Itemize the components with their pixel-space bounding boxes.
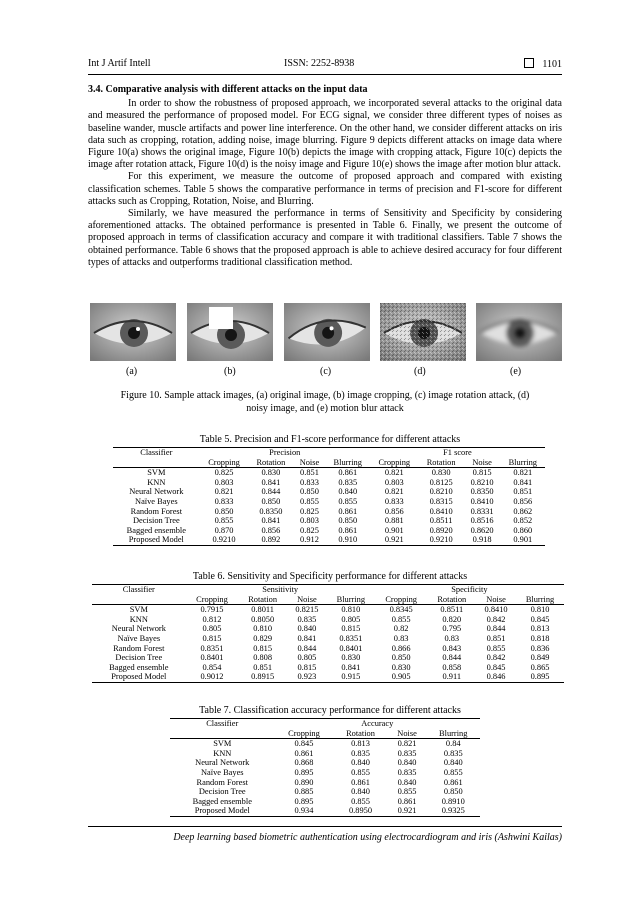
table5-cell: 0.841	[261, 516, 281, 526]
table5-cell: 0.918	[464, 535, 501, 545]
issn: ISSN: 2252-8938	[284, 58, 355, 69]
table6-cell: 0.844	[297, 643, 317, 653]
table5-row	[113, 468, 545, 478]
figure-label-b: (b)	[224, 366, 236, 377]
table5-cell: 0.8410	[470, 496, 494, 506]
table7-subheader: Cropping	[275, 729, 334, 739]
table7-row-label: KNN	[213, 748, 232, 758]
table6-cell: 0.810	[341, 605, 361, 615]
table6-cell: 0.905	[375, 672, 428, 682]
table6-cell: 0.805	[202, 624, 222, 634]
table7-cell: 0.861	[351, 777, 370, 787]
table5-cell: 0.851	[300, 468, 319, 478]
table5-cell: 0.8350	[259, 506, 283, 516]
table6-row	[92, 634, 564, 644]
table6-cell: 0.845	[486, 662, 506, 672]
table5-cell: 0.861	[338, 468, 358, 478]
table7-caption: Table 7. Classification accuracy performance for different attacks	[199, 705, 461, 716]
table5-cell: 0.8315	[429, 496, 453, 506]
table5-cell: 0.8511	[429, 516, 453, 526]
table7-cell: 0.835	[351, 748, 370, 758]
table5-cell: 0.825	[214, 468, 234, 478]
table6-cell: 0.836	[530, 643, 550, 653]
table5-row	[113, 497, 545, 507]
table5-cell: 0.860	[513, 525, 533, 535]
table5-cell: 0.856	[261, 525, 281, 535]
table5-subheader-row	[113, 458, 545, 468]
page-number: 1101	[542, 59, 562, 70]
table7	[170, 718, 480, 817]
table6-cell: 0.911	[427, 672, 476, 682]
table5-cell: 0.833	[214, 496, 234, 506]
table6-row	[92, 605, 564, 615]
table6-cell: 0.808	[253, 653, 273, 663]
figure-caption: Figure 10. Sample attack images, (a) original image, (b) image cropping, (c) image rotation attack, (d) noisy image, and (e) motion blur attack	[120, 390, 530, 414]
table7-cell: 0.840	[351, 787, 370, 797]
table6-classifier-header: Classifier	[92, 585, 186, 595]
table6-cell: 0.810	[253, 624, 273, 634]
running-footer: Deep learning based biometric authentication using electrocardiogram and iris (Ashwini Kailas)	[173, 832, 562, 843]
table6-row-label: Random Forest	[113, 643, 165, 653]
table5-row-label: Neural Network	[129, 487, 184, 497]
table6-subheader: Rotation	[427, 595, 476, 605]
header-rule	[88, 74, 562, 75]
figure-label-a: (a)	[126, 366, 138, 377]
table7-cell: 0.84	[445, 739, 461, 749]
table7-row	[170, 749, 480, 759]
table5-cell: 0.855	[338, 496, 358, 506]
table5-row	[113, 478, 545, 488]
table5-row-label: Proposed Model	[113, 535, 200, 545]
paragraph-1: In order to show the robustness of proposed approach, we incorporated several attacks to the original data and measured the performance of proposed model. For ECG signal, we consider three different types of noises as baseline wander, muscle artifacts and power line interference. On the other hand, we consider different attacks on iris data such as cropping, rotation, adding noise, image blurring. Figure 9 depicts different attacks on image data where Figure 10(a) shows the original image, Figure 10(b) depicts the image with cropping attack, Figure 10(c) depicts the image after rotation attack, Figure 10(d) is the noisy image and Figure 10(e) shows the image after motion blur attack.	[88, 98, 562, 171]
table5	[113, 447, 545, 546]
figure-label-e: (e)	[510, 366, 522, 377]
table5-cell: 0.850	[261, 496, 281, 506]
table5-cell: 0.892	[248, 535, 293, 545]
table6-subheader: Blurring	[516, 595, 564, 605]
table5-row-label: SVM	[147, 468, 166, 478]
table7-cell: 0.861	[443, 777, 463, 787]
table5-cell: 0.833	[384, 496, 404, 506]
table7-classifier-header: Classifier	[170, 719, 275, 729]
table6-cell: 0.820	[442, 614, 462, 624]
table7-cell: 0.821	[397, 739, 417, 749]
table5-cell: 0.821	[384, 468, 404, 478]
table6-cell: 0.830	[391, 662, 411, 672]
table7-cell: 0.861	[397, 796, 417, 806]
table6-cell: 0.923	[287, 672, 327, 682]
table5-subheader: Rotation	[419, 458, 464, 468]
table5-cell: 0.851	[513, 487, 533, 497]
table5-cell: 0.8125	[429, 477, 453, 487]
table7-cell: 0.845	[294, 739, 314, 749]
table7-cell: 0.835	[397, 748, 417, 758]
eye-image-rotated	[284, 303, 370, 361]
table5-subheader: Rotation	[248, 458, 293, 468]
table5-cell: 0.8516	[470, 516, 494, 526]
table7-row	[170, 797, 480, 807]
table6-caption: Table 6. Sensitivity and Specificity performance for different attacks	[192, 571, 468, 582]
table6-row-label: SVM	[129, 605, 148, 615]
table5-row	[113, 526, 545, 536]
table7-cell: 0.855	[443, 767, 463, 777]
table6-cell: 0.8401	[339, 643, 363, 653]
table6-row-label: KNN	[129, 614, 148, 624]
table7-cell: 0.921	[388, 806, 427, 816]
table7-cell: 0.8950	[333, 806, 387, 816]
table5-cell: 0.870	[214, 525, 234, 535]
table5-row-label: KNN	[147, 477, 166, 487]
table6-cell: 0.895	[516, 672, 564, 682]
table5-cell: 0.856	[513, 496, 533, 506]
table6-cell: 0.812	[202, 614, 222, 624]
table6-row	[92, 653, 564, 663]
table6-cell: 0.915	[327, 672, 375, 682]
table5-subheader: Cropping	[370, 458, 419, 468]
table6-cell: 0.9012	[186, 672, 239, 682]
table6-cell: 0.8410	[484, 605, 508, 615]
table6-subheader: Noise	[476, 595, 516, 605]
table6-cell: 0.82	[393, 624, 409, 634]
table5-row	[113, 487, 545, 497]
table5-cell: 0.841	[261, 477, 281, 487]
table5-cell: 0.803	[384, 477, 404, 487]
table5-cell: 0.921	[370, 535, 419, 545]
table5-cell: 0.830	[261, 468, 281, 478]
table7-row-label: SVM	[213, 739, 232, 749]
table7-cell: 0.840	[443, 758, 463, 768]
table7-subheader: Rotation	[333, 729, 387, 739]
table6-cell: 0.829	[253, 633, 273, 643]
table6-cell: 0.865	[530, 662, 550, 672]
table5-caption: Table 5. Precision and F1-score performance for different attacks	[199, 434, 461, 445]
table6-cell: 0.813	[530, 624, 550, 634]
table5-cell: 0.9210	[419, 535, 464, 545]
table7-cell: 0.855	[397, 787, 417, 797]
table6-cell: 0.83	[444, 633, 460, 643]
table5-group-precision: Precision	[200, 448, 370, 458]
table7-row-label: Neural Network	[195, 758, 250, 768]
table7-cell: 0.840	[351, 758, 370, 768]
table6-row	[92, 672, 564, 682]
table6-cell: 0.8915	[238, 672, 287, 682]
table6-cell: 0.8351	[339, 633, 363, 643]
table5-cell: 0.803	[300, 516, 319, 526]
table7-row	[170, 768, 480, 778]
table6-subheader-row	[92, 595, 564, 605]
table7-row	[170, 787, 480, 797]
table5-row-label: Random Forest	[130, 506, 183, 516]
table6-cell: 0.795	[442, 624, 462, 634]
table7-cell: 0.835	[443, 748, 463, 758]
table6-cell: 0.840	[297, 624, 317, 634]
table6-cell: 0.835	[297, 614, 317, 624]
table6-cell: 0.8345	[389, 605, 413, 615]
table5-subheader: Blurring	[326, 458, 370, 468]
table6-row	[92, 663, 564, 673]
table5-subheader: Noise	[464, 458, 501, 468]
page-number-wrap	[524, 58, 562, 70]
table5-cell: 0.821	[513, 468, 533, 478]
table6-cell: 0.843	[442, 643, 462, 653]
table7-row-label: Decision Tree	[198, 787, 246, 797]
table6-cell: 0.805	[341, 614, 361, 624]
table5-cell: 0.910	[326, 535, 370, 545]
table6-row	[92, 644, 564, 654]
paragraph-3: Similarly, we have measured the performance in terms of Sensitivity and Specificity by considering aforementioned attacks. The obtained performance is presented in Table 6. Finally, we present the outcome of proposed approach in terms of classification accuracy and compare it with traditional classifiers. Table 7 shows the obtained performance. Table 6 shows that the proposed approach is able to achieve desired accuracy for four different types of attacks and outperforms traditional classification method.	[88, 208, 562, 268]
table5-cell: 0.803	[214, 477, 234, 487]
paragraph-2: For this experiment, we measure the outcome of proposed approach and compared with existing classification schemes. Table 5 shows the comparative performance in terms of precision and F1-score for different attacks such as Cropping, Rotation, Noise, and Blurring.	[88, 171, 562, 207]
table5-subheader: Noise	[293, 458, 325, 468]
table6-cell: 0.866	[391, 643, 411, 653]
table7-cell: 0.855	[351, 796, 370, 806]
eye-image-cropped	[187, 303, 273, 361]
table5-cell: 0.8920	[429, 525, 453, 535]
table6-subheader: Noise	[287, 595, 327, 605]
table5-cell: 0.8210	[470, 477, 494, 487]
table5-cell: 0.830	[431, 468, 451, 478]
table5-cell: 0.840	[338, 487, 358, 497]
table5-cell: 0.861	[338, 506, 358, 516]
table6-cell: 0.850	[391, 653, 411, 663]
table7-cell: 0.840	[397, 777, 417, 787]
table7-row	[170, 739, 480, 749]
table5-cell: 0.8210	[429, 487, 453, 497]
table6-cell: 0.842	[486, 653, 506, 663]
table5-cell: 0.833	[300, 477, 319, 487]
table5-cell: 0.850	[338, 516, 358, 526]
footer-rule	[88, 826, 562, 827]
table6-row	[92, 624, 564, 634]
table6-subheader: Rotation	[238, 595, 287, 605]
table6-subheader: Blurring	[327, 595, 375, 605]
table7-group-accuracy: Accuracy	[275, 719, 480, 729]
table5-cell: 0.901	[384, 525, 404, 535]
table6-cell: 0.841	[297, 633, 317, 643]
table7-subheader: Blurring	[427, 729, 481, 739]
figure-label-d: (d)	[414, 366, 426, 377]
table7-cell: 0.8910	[441, 796, 465, 806]
table5-row-label: Bagged ensemble	[126, 525, 186, 535]
figure-10-images	[90, 303, 562, 361]
table6-cell: 0.845	[530, 614, 550, 624]
checkbox-square-icon	[524, 58, 534, 68]
table6-cell: 0.846	[476, 672, 516, 682]
table7-row-label: Random Forest	[196, 777, 248, 787]
table6-row-label: Neural Network	[111, 624, 166, 634]
table5-cell: 0.815	[472, 468, 492, 478]
table5-row	[113, 516, 545, 526]
table5-cell: 0.841	[513, 477, 533, 487]
section-body	[88, 84, 562, 269]
table6-cell: 0.844	[442, 653, 462, 663]
table5-cell: 0.844	[261, 487, 281, 497]
table6	[92, 584, 564, 683]
table6-cell: 0.818	[530, 633, 550, 643]
table6-cell: 0.8050	[251, 614, 275, 624]
table6-cell: 0.7915	[200, 605, 224, 615]
table6-group-sensitivity: Sensitivity	[186, 585, 375, 595]
table5-subheader: Cropping	[200, 458, 249, 468]
table6-cell: 0.810	[530, 605, 550, 615]
table7-subheader-row	[170, 729, 480, 739]
table5-cell: 0.821	[214, 487, 234, 497]
table5-row-label: Naïve Bayes	[135, 496, 178, 506]
table5-cell: 0.850	[300, 487, 319, 497]
table6-cell: 0.8401	[200, 653, 224, 663]
table6-cell: 0.855	[486, 643, 506, 653]
table7-cell: 0.895	[294, 767, 314, 777]
table7-subheader: Noise	[388, 729, 427, 739]
journal-name: Int J Artif Intell	[88, 58, 151, 69]
table5-row	[113, 507, 545, 517]
table6-cell: 0.844	[486, 624, 506, 634]
table5-cell: 0.821	[384, 487, 404, 497]
table5-cell: 0.901	[501, 535, 545, 545]
table5-cell: 0.9210	[200, 535, 249, 545]
table7-cell: 0.850	[443, 787, 463, 797]
table6-cell: 0.858	[442, 662, 462, 672]
table6-row-label: Naïve Bayes	[117, 633, 161, 643]
table7-row-label: Bagged ensemble	[192, 796, 252, 806]
table6-cell: 0.841	[341, 662, 361, 672]
table6-row-label: Bagged ensemble	[109, 662, 169, 672]
table6-subheader: Cropping	[186, 595, 239, 605]
table5-cell: 0.855	[300, 496, 319, 506]
table5-cell: 0.8410	[429, 506, 453, 516]
table6-cell: 0.830	[341, 653, 361, 663]
table7-cell: 0.855	[351, 767, 370, 777]
table7-cell: 0.835	[397, 767, 417, 777]
table6-group-specificity: Specificity	[375, 585, 564, 595]
table7-cell: 0.934	[275, 806, 334, 816]
table7-cell: 0.890	[294, 777, 314, 787]
table6-cell: 0.8351	[200, 643, 224, 653]
table7-cell: 0.885	[294, 787, 314, 797]
table7-cell: 0.861	[294, 748, 314, 758]
table6-row-label: Decision Tree	[115, 653, 163, 663]
table5-cell: 0.825	[300, 506, 319, 516]
table5-cell: 0.862	[513, 506, 533, 516]
table7-cell: 0.868	[294, 758, 314, 768]
table5-cell: 0.835	[338, 477, 358, 487]
table7-cell: 0.895	[294, 796, 314, 806]
table5-cell: 0.855	[214, 516, 234, 526]
eye-image-noisy	[380, 303, 466, 361]
figure-label-c: (c)	[320, 366, 332, 377]
running-header	[88, 58, 562, 72]
table6-cell: 0.8011	[251, 605, 274, 615]
table6-cell: 0.842	[486, 614, 506, 624]
table6-cell: 0.815	[341, 624, 361, 634]
table5-cell: 0.852	[513, 516, 533, 526]
table7-cell: 0.813	[351, 739, 370, 749]
table6-cell: 0.855	[391, 614, 411, 624]
table5-cell: 0.856	[384, 506, 404, 516]
table7-cell: 0.9325	[427, 806, 481, 816]
table5-classifier-header: Classifier	[113, 448, 200, 458]
table6-cell: 0.851	[486, 633, 506, 643]
table6-cell: 0.805	[297, 653, 317, 663]
table5-cell: 0.912	[293, 535, 325, 545]
table7-row-label: Naïve Bayes	[200, 767, 244, 777]
table7-row-label: Proposed Model	[170, 806, 275, 816]
table5-cell: 0.8620	[470, 525, 494, 535]
table5-row-label: Decision Tree	[132, 516, 180, 526]
table6-cell: 0.815	[202, 633, 222, 643]
table6-cell: 0.849	[530, 653, 550, 663]
table6-subheader: Cropping	[375, 595, 428, 605]
table6-cell: 0.8511	[440, 605, 464, 615]
table5-cell: 0.850	[214, 506, 234, 516]
table7-row	[170, 778, 480, 788]
table5-cell: 0.825	[300, 525, 319, 535]
table6-cell: 0.8215	[295, 605, 319, 615]
table5-row	[113, 535, 545, 545]
table6-cell: 0.851	[253, 662, 273, 672]
table6-cell: 0.815	[297, 662, 317, 672]
table7-cell: 0.840	[397, 758, 417, 768]
table5-subheader: Blurring	[501, 458, 545, 468]
table5-cell: 0.8331	[470, 506, 494, 516]
table6-cell: 0.854	[202, 662, 222, 672]
table5-cell: 0.881	[384, 516, 404, 526]
eye-image-original	[90, 303, 176, 361]
table6-row-label: Proposed Model	[92, 672, 186, 682]
eye-image-blurred	[476, 303, 562, 361]
table5-cell: 0.8350	[470, 487, 494, 497]
table7-row	[170, 758, 480, 768]
table5-cell: 0.861	[338, 525, 358, 535]
table6-row	[92, 615, 564, 625]
table7-row	[170, 806, 480, 816]
table6-cell: 0.83	[393, 633, 409, 643]
table6-cell: 0.815	[253, 643, 273, 653]
table5-group-f1: F1 score	[370, 448, 545, 458]
section-title: 3.4. Comparative analysis with different attacks on the input data	[88, 84, 368, 95]
